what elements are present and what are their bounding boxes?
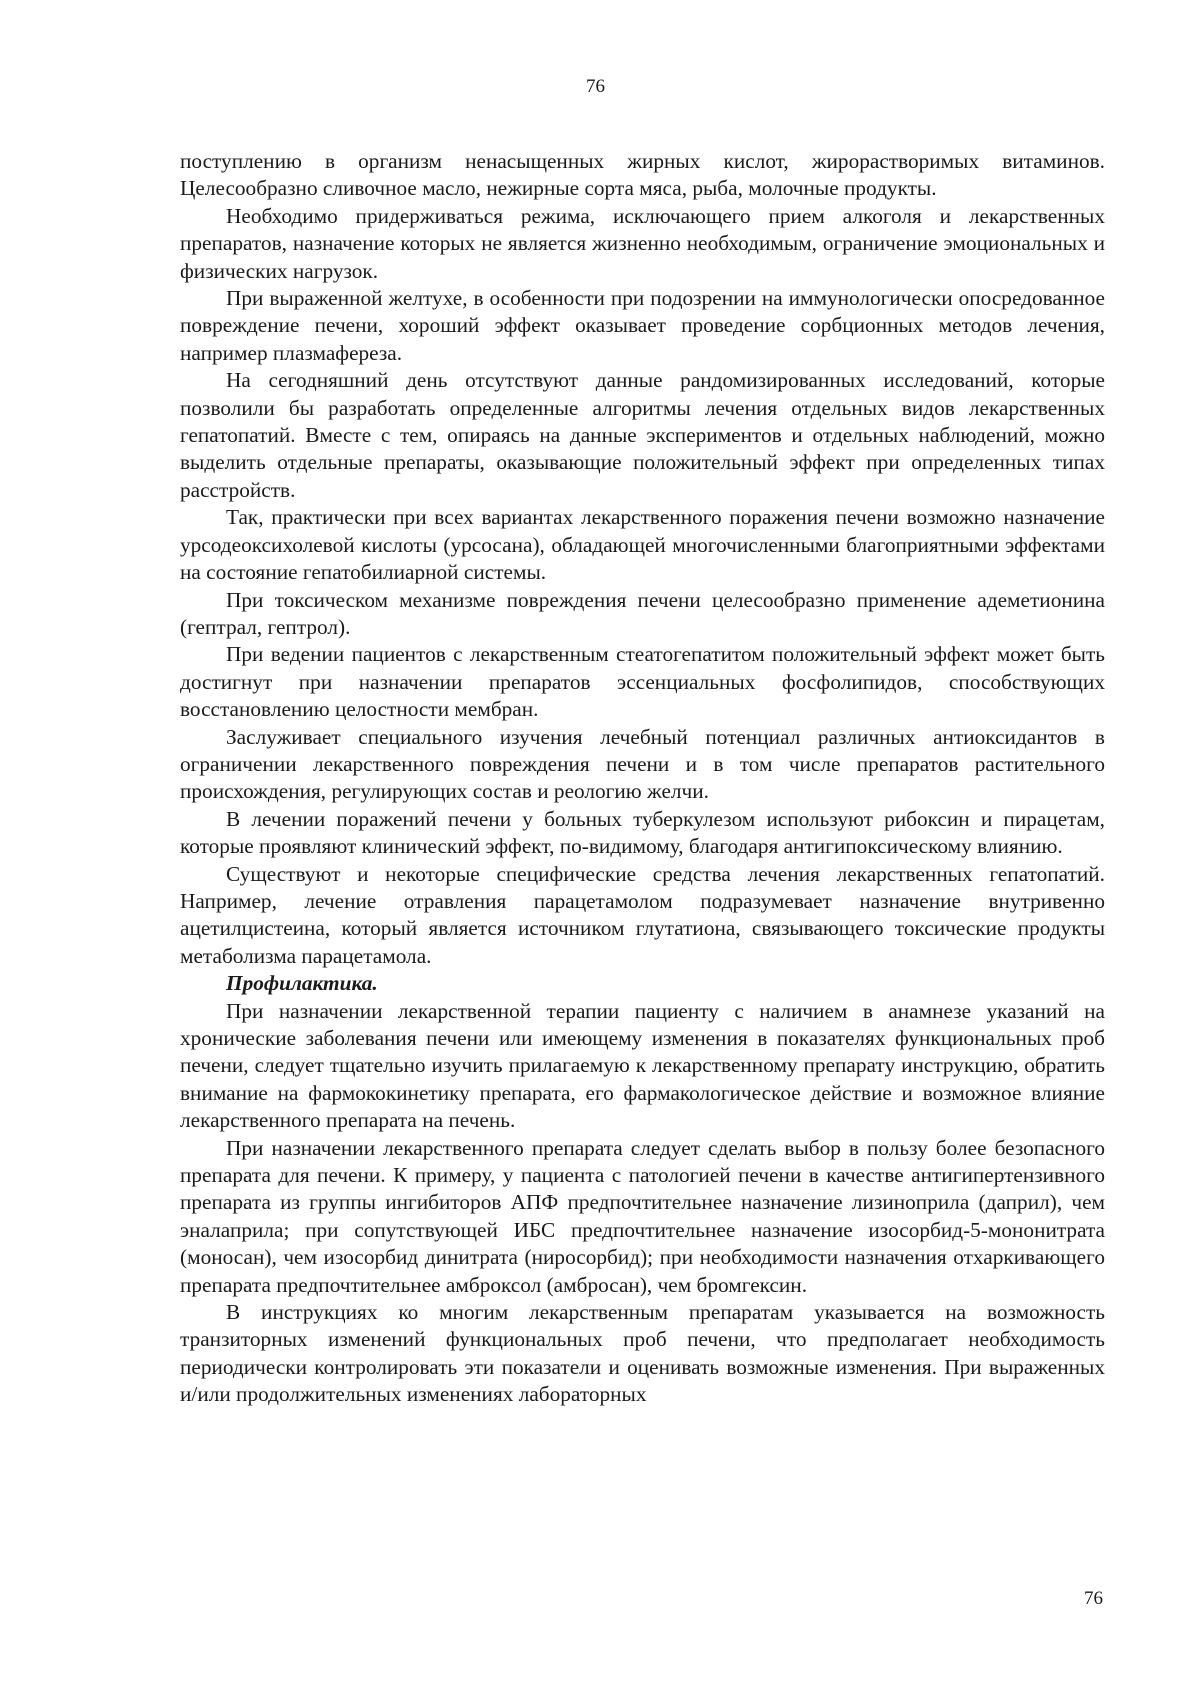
- paragraph: При ведении пациентов с лекарственным стеатогепатитом положительный эффект может быть достигнут при назначении препаратов эссенциальных фосфолипидов, способствующих восстановлению целостности мембран.: [180, 642, 1105, 722]
- paragraph: В лечении поражений печени у больных туберкулезом используют рибоксин и пирацетам, которые проявляют клинический эффект, по-видимому, благодаря антигипоксическому влиянию.: [180, 806, 1105, 859]
- paragraph: На сегодняшний день отсутствуют данные рандомизированных исследований, которые позволили бы разработать определенные алгоритмы лечения отдельных видов лекарственных гепатопатий. Вместе с тем, опираясь на данные экспериментов и отдельных наблюдений, можно выделить отдельные препараты, оказывающие положительный эффект при определенных типах расстройств.: [180, 368, 1105, 502]
- paragraph: При токсическом механизме повреждения печени целесообразно применение адеметионина (гептрал, гептрол).: [180, 587, 1105, 639]
- body-text: [180, 148, 1105, 1409]
- paragraph: В инструкциях ко многим лекарственным препаратам указывается на возможность транзиторных изменений функциональных проб печени, что предполагает необходимость периодически контролировать эти показатели и оценивать возможные изменения. При выраженных и/или продолжительных изменениях лабораторных: [180, 1300, 1105, 1407]
- paragraph: При назначении лекарственной терапии пациенту с наличием в анамнезе указаний на хронические заболевания печени или имеющему изменения в показателях функциональных проб печени, следует тщательно изучить прилагаемую к лекарственному препарату инструкцию, обратить внимание на фармококинетику препарата, его фармакологическое действие и возможное влияние лекарственного препарата на печень.: [180, 998, 1105, 1133]
- page-number-bottom: 76: [1084, 1588, 1103, 1609]
- paragraph: Заслуживает специального изучения лечебный потенциал различных антиоксидантов в ограничении лекарственного повреждения печени и в том числе препаратов растительного происхождения, регулирующих состав и реологию желчи.: [180, 724, 1105, 804]
- page-number-top: 76: [586, 76, 605, 97]
- paragraph: При назначении лекарственного препарата следует сделать выбор в пользу более безопасного препарата для печени. К примеру, у пациента с патологией печени в качестве антигипертензивного препарата из группы ингибиторов АПФ предпочтительнее назначение лизиноприла (даприл), чем эналаприла; при сопутствующей ИБС предпочтительнее назначение изосорбид-5-мононитрата (моносан), чем изосорбид динитрата (ниросорбид); при необходимости назначения отхаркивающего препарата предпочтительнее амброксол (амбросан), чем бромгексин.: [180, 1135, 1105, 1297]
- paragraph: Существуют и некоторые специфические средства лечения лекарственных гепатопатий. Например, лечение отравления парацетамолом подразумевает назначение внутривенно ацетилцистеина, который является источником глутатиона, связывающего токсические продукты метаболизма парацетамола.: [180, 861, 1105, 968]
- paragraph: поступлению в организм ненасыщенных жирных кислот, жирорастворимых витаминов. Целесообразно сливочное масло, нежирные сорта мяса, рыба, молочные продукты.: [180, 149, 1105, 201]
- paragraph: Так, практически при всех вариантах лекарственного поражения печени возможно назначение урсодеоксихолевой кислоты (урсосана), обладающей многочисленными благоприятными эффектами на состояние гепатобилиарной системы.: [180, 505, 1105, 585]
- paragraph: Необходимо придерживаться режима, исключающего прием алкоголя и лекарственных препаратов, назначение которых не является жизненно необходимым, ограничение эмоциональных и физических нагрузок.: [180, 203, 1105, 283]
- paragraph: При выраженной желтухе, в особенности при подозрении на иммунологически опосредованное повреждение печени, хороший эффект оказывает проведение сорбционных методов лечения, например плазмафереза.: [180, 286, 1105, 365]
- section-heading: Профилактика.: [226, 971, 378, 996]
